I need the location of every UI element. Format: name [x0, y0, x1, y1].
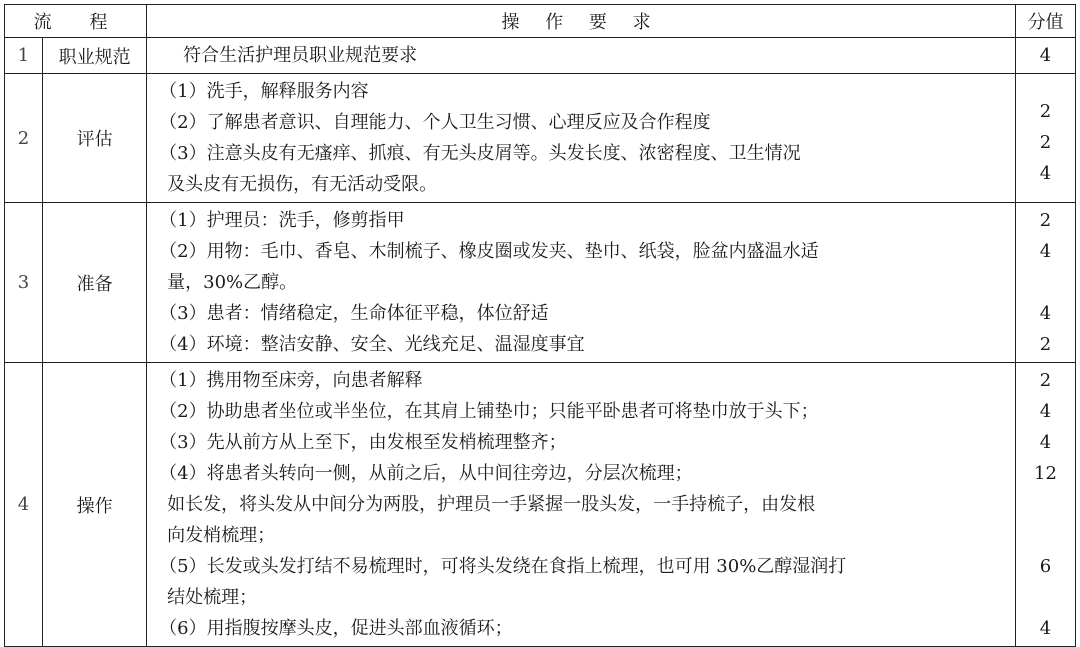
row-number: 2 [5, 74, 43, 203]
row-step: 操作 [43, 363, 147, 647]
requirement-line: 量，30%乙醇。 [167, 272, 298, 293]
score-value: 4 [1039, 303, 1052, 324]
table-row [5, 363, 1076, 647]
requirement-line: （1）携用物至床旁，向患者解释 [159, 370, 423, 391]
row-step: 准备 [43, 203, 147, 363]
row-step: 评估 [43, 74, 147, 203]
requirement-line: 向发梢梳理； [167, 525, 276, 546]
row-number: 4 [5, 363, 43, 647]
requirements-cell [147, 363, 1016, 647]
requirements-cell [147, 38, 1016, 74]
header-score: 分值 [1015, 5, 1075, 38]
procedure-scoring-table [4, 4, 1076, 647]
score-value: 12 [1034, 463, 1057, 484]
score-value: 4 [1039, 45, 1052, 66]
header-requirements: 操 作 要 求 [147, 5, 1016, 38]
requirement-line: （2）协助患者坐位或半坐位，在其肩上铺垫巾；只能平卧患者可将垫巾放于头下； [159, 401, 819, 422]
row-step: 职业规范 [43, 38, 147, 74]
score-value: 4 [1039, 432, 1052, 453]
score-cell [1015, 38, 1075, 74]
score-value: 2 [1039, 100, 1052, 122]
requirement-line: （1）护理员：洗手，修剪指甲 [159, 210, 405, 231]
table-row [5, 203, 1076, 363]
row-number: 1 [5, 38, 43, 74]
score-value: 4 [1039, 162, 1052, 184]
score-value: 4 [1039, 618, 1052, 639]
requirement-line: （3）患者：情绪稳定，生命体征平稳，体位舒适 [159, 303, 549, 324]
requirement-line: （5）长发或头发打结不易梳理时，可将头发绕在食指上梳理，也可用 30%乙醇湿润打 [159, 556, 847, 577]
header-process: 流 程 [5, 5, 147, 38]
requirement-line: 如长发，将头发从中间分为两股，护理员一手紧握一股头发，一手持梳子，由发根 [167, 494, 816, 515]
score-value: 6 [1039, 556, 1052, 577]
requirements-cell [147, 74, 1016, 203]
score-value: 2 [1039, 370, 1052, 391]
requirement-line: 符合生活护理员职业规范要求 [183, 45, 418, 66]
score-cell [1015, 74, 1075, 203]
row-number: 3 [5, 203, 43, 363]
table-row [5, 74, 1076, 203]
requirement-line: 结处梳理； [167, 587, 258, 608]
requirement-line: （2）用物：毛巾、香皂、木制梳子、橡皮圈或发夹、垫巾、纸袋，脸盆内盛温水适 [159, 241, 819, 262]
score-cell [1015, 363, 1075, 647]
requirement-line: （4）环境：整洁安静、安全、光线充足、温湿度事宜 [159, 334, 585, 355]
score-value: 2 [1039, 334, 1052, 355]
requirement-line: （3）注意头皮有无瘙痒、抓痕、有无头皮屑等。头发长度、浓密程度、卫生情况 [159, 143, 801, 164]
requirement-line: （4）将患者头转向一侧，从前之后，从中间往旁边，分层次梳理； [159, 463, 693, 484]
score-value: 4 [1039, 401, 1052, 422]
requirements-cell [147, 203, 1016, 363]
requirement-line: （6）用指腹按摩头皮，促进头部血液循环； [159, 618, 513, 639]
score-value: 4 [1039, 241, 1052, 262]
score-cell [1015, 203, 1075, 363]
score-value: 2 [1039, 131, 1052, 153]
requirement-line: （3）先从前方从上至下，由发根至发梢梳理整齐； [159, 432, 567, 453]
requirement-line: 及头皮有无损伤，有无活动受限。 [167, 174, 438, 195]
requirement-line: （1）洗手，解释服务内容 [159, 81, 369, 102]
table-header-row [5, 5, 1076, 38]
requirement-line: （2）了解患者意识、自理能力、个人卫生习惯、心理反应及合作程度 [159, 112, 711, 133]
table-row [5, 38, 1076, 74]
score-value: 2 [1039, 210, 1052, 231]
